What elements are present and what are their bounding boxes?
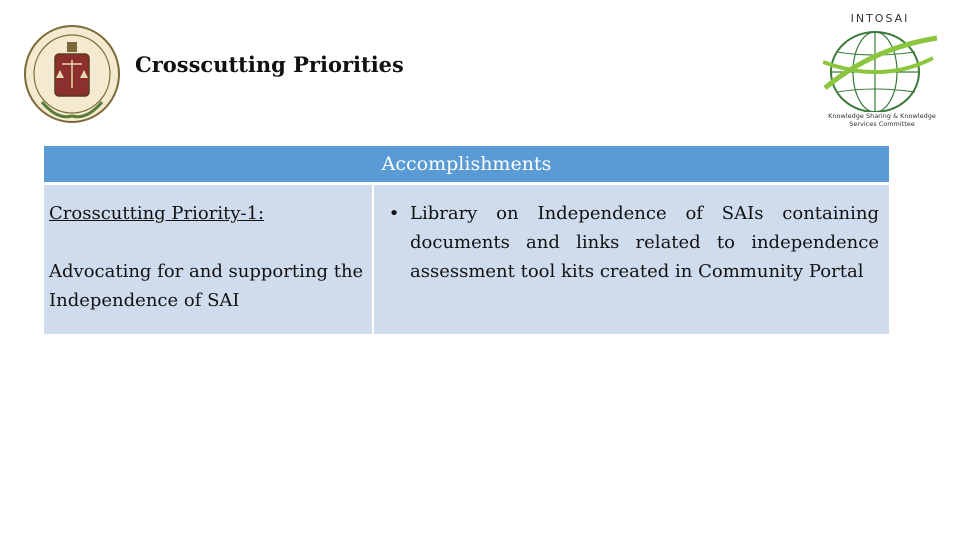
logo-caption: Knowledge Sharing & Knowledge Services Committee — [828, 112, 936, 128]
list-item — [378, 199, 879, 286]
accomplishments-cell — [374, 185, 889, 334]
priority-cell — [44, 185, 374, 334]
table-header: Accomplishments — [44, 146, 889, 185]
logo-name: INTOSAI — [850, 12, 910, 25]
emblem-seal-icon — [22, 24, 122, 126]
priority-label: Crosscutting Priority-1: — [49, 203, 265, 224]
intosai-logo — [815, 8, 945, 133]
accomplishment-list — [378, 199, 879, 286]
globe-logo-icon — [823, 28, 939, 112]
table-row — [44, 185, 889, 334]
priority-description: Advocating for and supporting the Independence of SAI — [49, 261, 364, 311]
accomplishment-text: Library on Independence of SAIs containing documents and links related to independence assessment tool kits created in Community Portal — [410, 203, 879, 282]
page-title: Crosscutting Priorities — [135, 52, 404, 77]
accomplishments-table — [44, 146, 889, 334]
bullet-icon: • — [388, 203, 400, 224]
